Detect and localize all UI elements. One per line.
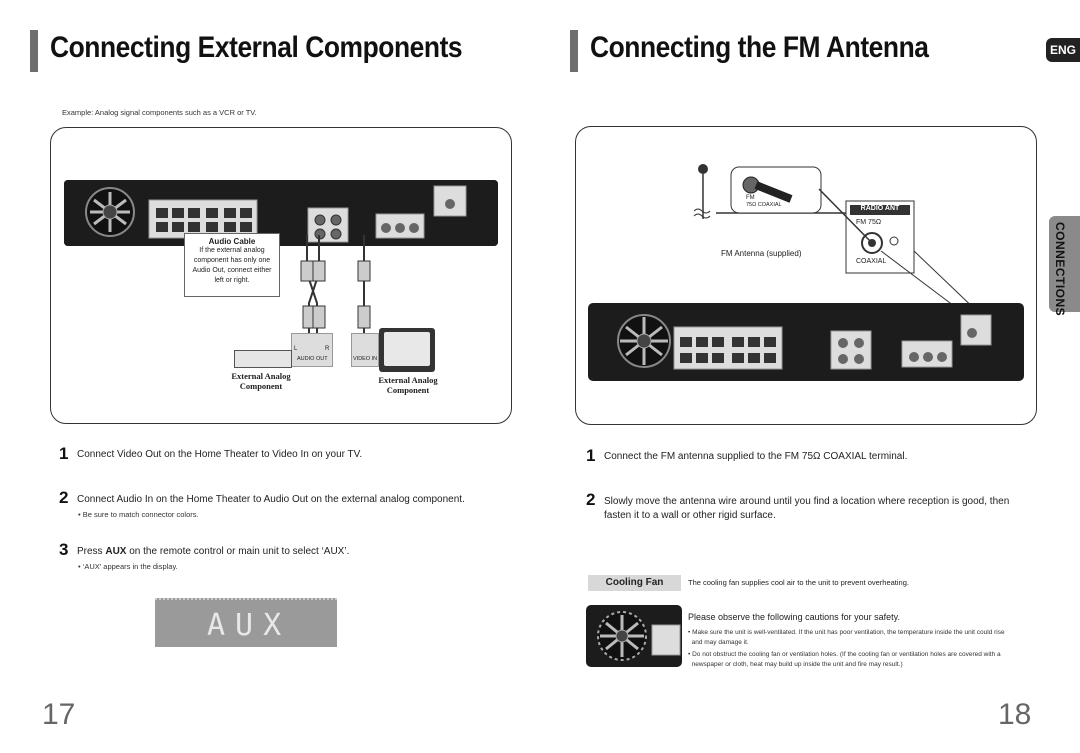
fm-antenna-supplied-label: FM Antenna (supplied): [721, 249, 802, 258]
example-note: Example: Analog signal components such as a VCR or TV.: [62, 108, 257, 117]
cooling-fan-description: The cooling fan supplies cool air to the unit to prevent overheating.: [688, 578, 909, 587]
right-step-2-line-2: fasten it to a wall or other rigid surface.: [604, 510, 776, 521]
cooling-fan-label: Cooling Fan: [588, 575, 681, 591]
cautions-heading: Please observe the following cautions for your safety.: [688, 612, 900, 622]
caution-2-line-1: • Do not obstruct the cooling fan or ventilation holes. (If the cooling fan or ventilation holes are covered with a: [688, 651, 1001, 658]
fm-75-label: FM 75Ω: [856, 219, 882, 226]
radio-ant-label: RADIO ANT: [860, 205, 900, 212]
fm-antenna-graphic: [576, 127, 1036, 424]
l-label: L: [294, 346, 298, 352]
left-page-number: 17: [42, 698, 76, 731]
audio-cable-line-2: component has only one: [193, 257, 271, 264]
right-step-1-number: 1: [586, 446, 596, 465]
cooling-fan-illustration: [586, 605, 682, 667]
caution-2-line-2: newspaper or cloth, heat may build up inside the unit and fire may result.): [688, 661, 903, 668]
left-title-bar: [30, 30, 38, 72]
right-illustration-panel: [575, 126, 1037, 425]
audio-cable-line-4: left or right.: [214, 277, 250, 284]
eng-language-tag: ENG: [1046, 38, 1080, 62]
caution-1-line-1: • Make sure the unit is well-ventilated. If the unit has poor ventilation, the temperature inside the unit could rise: [688, 629, 1005, 636]
left-step-3-text: Press AUX on the remote control or main unit to select ‘AUX’.: [77, 546, 350, 557]
left-step-2-bullet: • Be sure to match connector colors.: [78, 510, 199, 519]
left-step-1-number: 1: [59, 444, 69, 463]
right-step-1-text: Connect the FM antenna supplied to the FM 75Ω COAXIAL terminal.: [604, 451, 908, 462]
right-step-2-number: 2: [586, 490, 596, 509]
vcr-illustration: [234, 350, 292, 368]
tv-illustration: [379, 328, 435, 372]
audio-cable-line-1: If the external analog: [199, 247, 265, 254]
r-label: R: [325, 346, 330, 352]
fm-plug-coaxial-label: 75Ω COAXIAL: [746, 202, 782, 208]
left-step-1-text: Connect Video Out on the Home Theater to Video In on your TV.: [77, 449, 363, 460]
aux-display: [155, 598, 337, 647]
external-component-1-line-2: Component: [239, 381, 283, 391]
audio-cable-line-3: Audio Out, connect either: [192, 267, 272, 274]
audio-out-label: AUDIO OUT: [297, 356, 328, 362]
video-in-label: VIDEO IN: [353, 356, 378, 362]
external-component-1-line-1: External Analog: [231, 371, 291, 381]
left-page-title: Connecting External Components: [50, 31, 463, 64]
caution-1-line-2: and may damage it.: [688, 639, 749, 646]
external-component-2-line-2: Component: [386, 385, 430, 395]
left-step-2-number: 2: [59, 488, 69, 507]
connections-side-tab-label: CONNECTIONS: [1053, 222, 1067, 317]
coaxial-label: COAXIAL: [856, 258, 887, 265]
left-step-3-number: 3: [59, 540, 69, 559]
aux-display-text: AUX: [207, 608, 292, 643]
left-illustration-panel: [50, 127, 512, 424]
right-title-bar: [570, 30, 578, 72]
right-step-2-line-1: Slowly move the antenna wire around until you find a location where reception is good, then: [604, 496, 1010, 507]
right-page-number: 18: [998, 698, 1032, 731]
fm-plug-label: FM: [746, 195, 755, 201]
connections-side-tab: [1049, 216, 1080, 317]
right-page-title: Connecting the FM Antenna: [590, 31, 929, 64]
left-step-2-text: Connect Audio In on the Home Theater to Audio Out on the external analog component.: [77, 494, 465, 505]
audio-cable-heading: Audio Cable: [208, 237, 256, 246]
left-step-3-bullet: • ‘AUX’ appears in the display.: [78, 562, 178, 571]
external-component-2-line-1: External Analog: [378, 375, 438, 385]
